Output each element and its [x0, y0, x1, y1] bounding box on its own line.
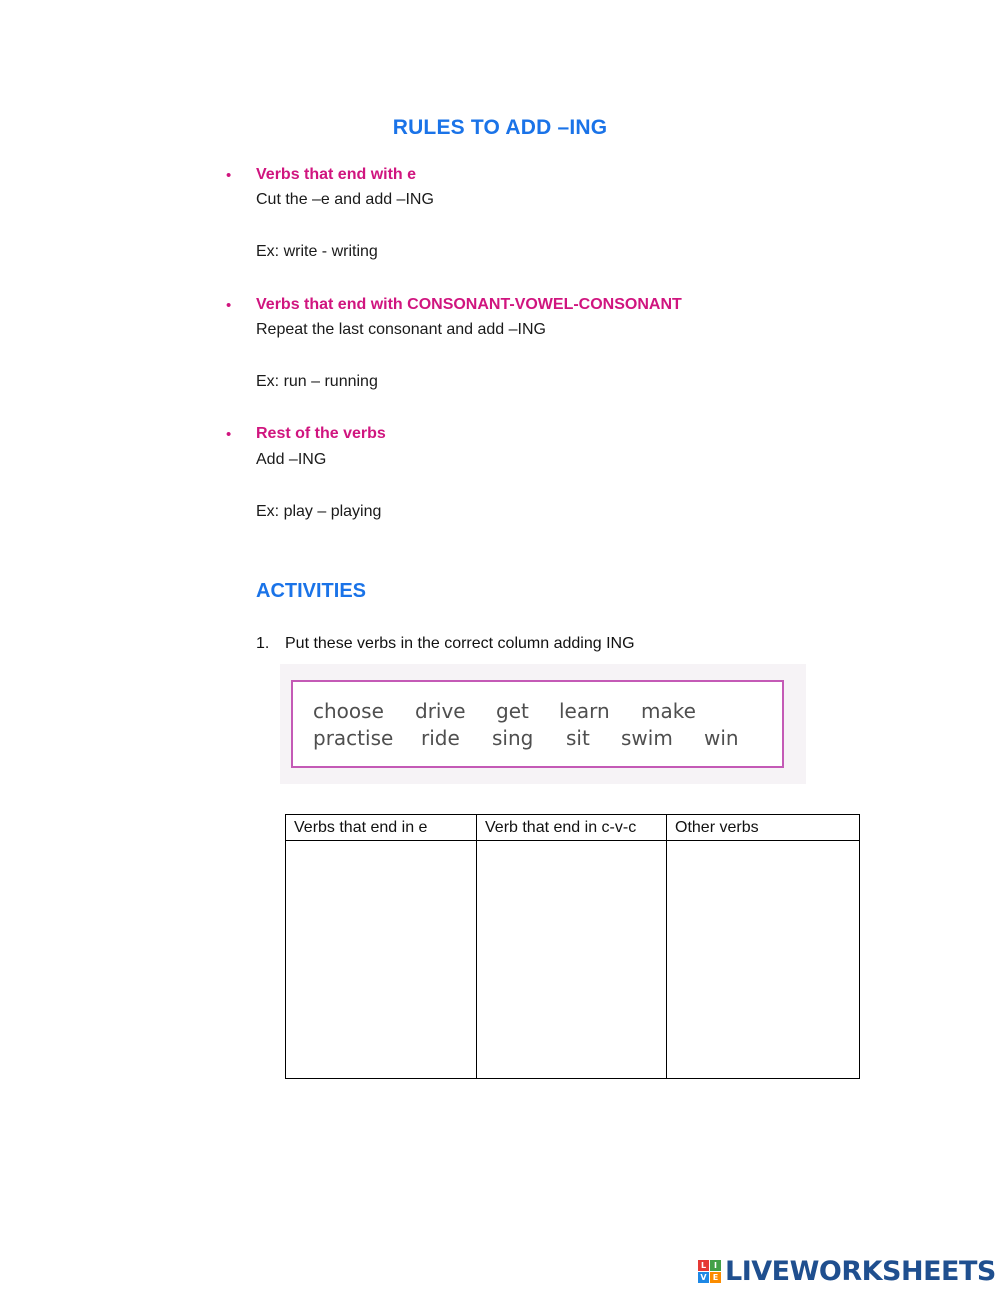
word-item: make: [641, 699, 696, 723]
table-header-cell: Verb that end in c-v-c: [477, 815, 667, 841]
page-title: RULES TO ADD –ING: [392, 116, 608, 139]
word-item: ride: [421, 726, 460, 750]
word-item: sing: [492, 726, 534, 750]
bullet-icon: •: [226, 167, 232, 184]
table-row: [286, 841, 860, 1079]
word-item: get: [496, 699, 529, 723]
liveworksheets-logo: [698, 1254, 996, 1288]
sorting-table: [285, 814, 860, 1079]
activity-instruction: Put these verbs in the correct column adding ING: [285, 635, 635, 652]
rule-instruction: Cut the –e and add –ING: [256, 191, 434, 208]
rule-example: Ex: play – playing: [256, 503, 382, 520]
rule-example: Ex: run – running: [256, 373, 378, 390]
logo-mark-cell: V: [698, 1272, 709, 1283]
word-item: drive: [415, 699, 466, 723]
bullet-icon: •: [226, 426, 232, 443]
logo-mark-cell: L: [698, 1260, 709, 1271]
answer-cell-cvc[interactable]: [477, 841, 667, 1079]
table-header-cell: Other verbs: [667, 815, 860, 841]
word-box: [291, 680, 784, 768]
logo-mark-cell: I: [710, 1260, 721, 1271]
table-header-cell: Verbs that end in e: [286, 815, 477, 841]
table-header-row: [286, 815, 860, 841]
logo-text: LIVEWORKSHEETS: [725, 1255, 996, 1287]
rule-instruction: Add –ING: [256, 451, 327, 468]
rule-example: Ex: write - writing: [256, 243, 378, 260]
word-item: practise: [313, 726, 394, 750]
logo-icon: [698, 1260, 721, 1283]
word-item: learn: [559, 699, 610, 723]
logo-mark-cell: E: [710, 1272, 721, 1283]
bullet-icon: •: [226, 297, 232, 314]
rule-heading: Verbs that end with e: [256, 166, 417, 183]
rule-heading: Verbs that end with CONSONANT-VOWEL-CONSONANT: [256, 296, 682, 313]
activity-number: 1.: [256, 635, 270, 652]
word-item: choose: [313, 699, 384, 723]
word-item: win: [704, 726, 739, 750]
word-item: sit: [566, 726, 590, 750]
rule-heading: Rest of the verbs: [256, 425, 386, 442]
rule-instruction: Repeat the last consonant and add –ING: [256, 321, 546, 338]
activities-heading: ACTIVITIES: [256, 580, 367, 602]
answer-cell-other[interactable]: [667, 841, 860, 1079]
word-item: swim: [621, 726, 673, 750]
answer-cell-e[interactable]: [286, 841, 477, 1079]
